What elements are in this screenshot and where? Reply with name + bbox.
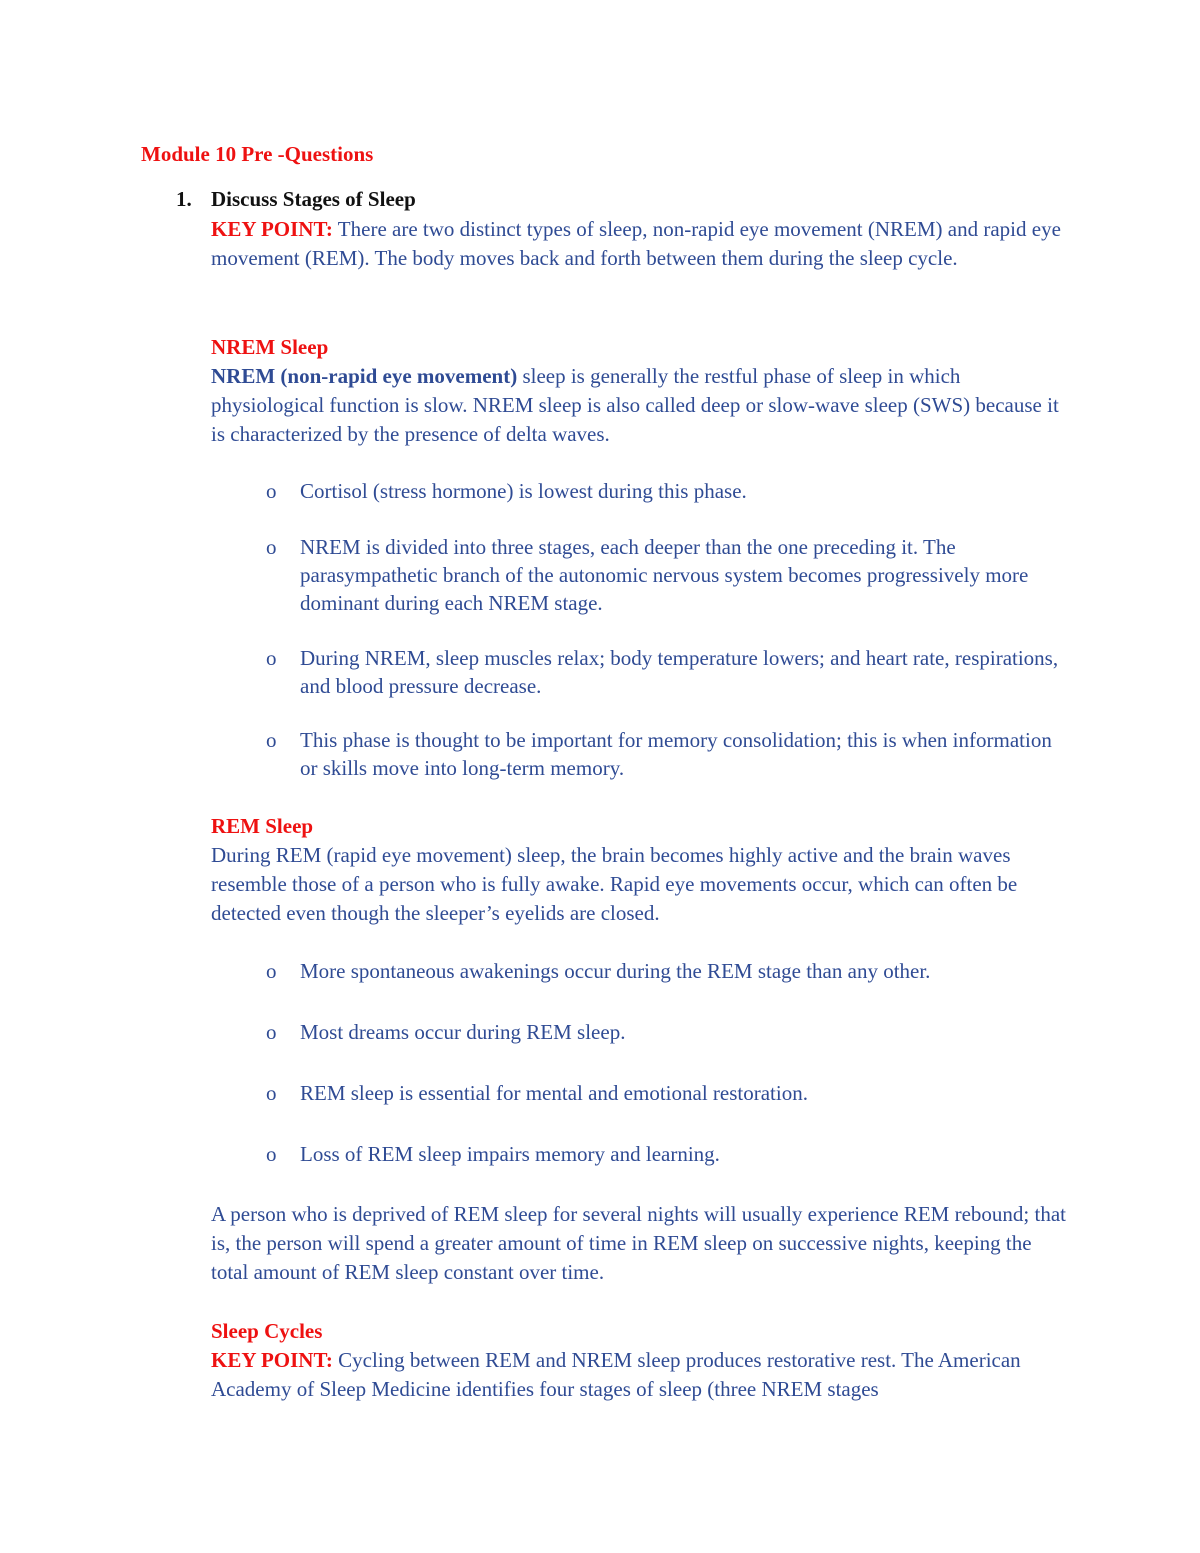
bullet-text: Loss of REM sleep impairs memory and learning. (300, 1142, 720, 1166)
bullet-text: REM sleep is essential for mental and emotional restoration. (300, 1081, 808, 1105)
question-number: 1. (176, 187, 192, 211)
sleep-cycles-key-point (211, 1346, 1071, 1404)
key-point-label: KEY POINT: (211, 217, 333, 241)
document-title: Module 10 Pre -Questions (141, 142, 374, 166)
key-point-text: There are two distinct types of sleep, non-rapid eye movement (NREM) and rapid eye movement (REM). The body moves back and forth between them during the sleep cycle. (211, 217, 1061, 270)
bullet-text: This phase is thought to be important for memory consolidation; this is when information or skills move into long-term memory. (300, 728, 1052, 780)
bullet-marker: o (266, 1020, 277, 1044)
sleep-cycles-heading: Sleep Cycles (211, 1319, 323, 1343)
key-point-text: Cycling between REM and NREM sleep produces restorative rest. The American Academy of Sleep Medicine identifies four stages of sleep (three NREM stages (211, 1348, 1021, 1401)
bullet-marker: o (266, 479, 277, 503)
bullet-marker: o (266, 959, 277, 983)
bullet-marker: o (266, 1142, 277, 1166)
bullet-text: More spontaneous awakenings occur during the REM stage than any other. (300, 959, 931, 983)
nrem-paragraph (211, 362, 1071, 449)
bullet-text: Cortisol (stress hormone) is lowest during this phase. (300, 479, 747, 503)
nrem-heading: NREM Sleep (211, 335, 329, 359)
question-key-point (211, 215, 1071, 273)
key-point-label: KEY POINT: (211, 1348, 333, 1372)
bullet-marker: o (266, 1081, 277, 1105)
bullet-marker: o (266, 535, 277, 559)
rem-rebound-paragraph: A person who is deprived of REM sleep for several nights will usually experience REM rebound; that is, the person will spend a greater amount of time in REM sleep on successive nights, keeping the total amount of REM sleep constant over time. (211, 1202, 1066, 1284)
bullet-text: During NREM, sleep muscles relax; body temperature lowers; and heart rate, respirations, and blood pressure decrease. (300, 646, 1059, 698)
rem-heading: REM Sleep (211, 814, 314, 838)
rem-paragraph: During REM (rapid eye movement) sleep, the brain becomes highly active and the brain waves resemble those of a person who is fully awake. Rapid eye movements occur, which can often be detected even though the sleeper’s eyelids are closed. (211, 843, 1018, 925)
nrem-text: sleep is generally the restful phase of sleep in which physiological function is slow. NREM sleep is also called deep or slow-wave sleep (SWS) because it is characterized by the presence of delta waves. (211, 364, 1059, 446)
question-title: Discuss Stages of Sleep (211, 187, 416, 211)
bullet-marker: o (266, 728, 277, 752)
nrem-term: NREM (non-rapid eye movement) (211, 364, 518, 388)
bullet-text: NREM is divided into three stages, each deeper than the one preceding it. The parasympathetic branch of the autonomic nervous system becomes progressively more dominant during each NREM stage. (300, 535, 1029, 615)
bullet-marker: o (266, 646, 277, 670)
bullet-text: Most dreams occur during REM sleep. (300, 1020, 626, 1044)
